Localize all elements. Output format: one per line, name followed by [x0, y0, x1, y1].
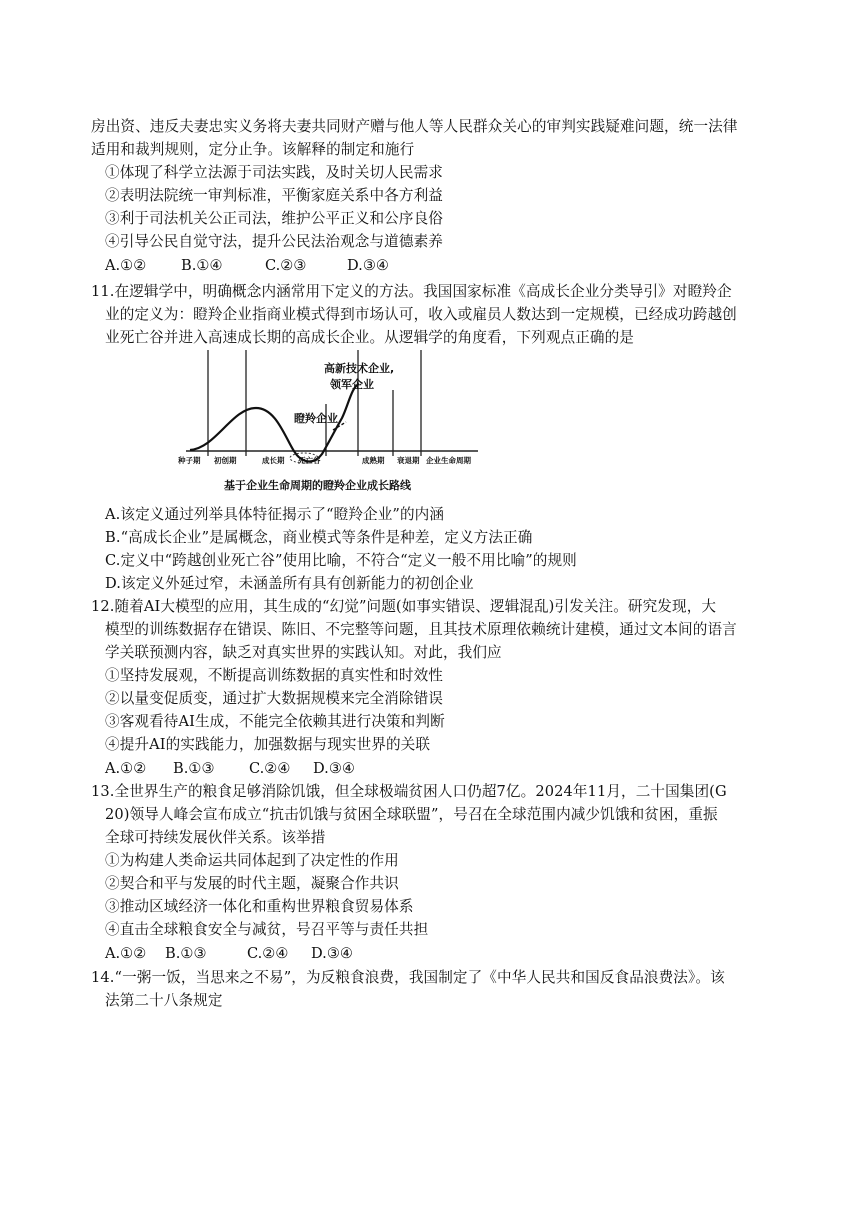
option-b[interactable]: B.①④ — [181, 257, 223, 274]
stage-label: 初创期 — [214, 456, 237, 465]
q14-stem-line: 法第二十八条规定 — [105, 992, 223, 1009]
option-a[interactable]: A.①② — [105, 257, 147, 274]
stage-label: 衰退期 — [397, 456, 420, 465]
q11-choice[interactable]: B.“高成长企业”是属概念，商业模式等条件是种差，定义方法正确 — [105, 529, 533, 546]
q11-choice[interactable]: A.该定义通过列举具体特征揭示了“瞪羚企业”的内涵 — [105, 506, 445, 523]
q10-statement: ④引导公民自觉守法，提升公民法治观念与道德素养 — [105, 233, 443, 250]
q12-stem-line: 12.随着AI大模型的应用，其生成的“幻觉”问题(如事实错误、逻辑混乱)引发关注。研究发现，大 — [91, 598, 717, 615]
q10-options — [105, 256, 389, 276]
q12-statement: ①坚持发展观，不断提高训练数据的真实性和时效性 — [105, 667, 443, 684]
option-d[interactable]: D.③④ — [313, 760, 355, 777]
stage-label: 企业生命周期 — [426, 456, 471, 465]
option-d[interactable]: D.③④ — [311, 945, 353, 962]
q12-statement: ④提升AI的实践能力，加强数据与现实世界的关联 — [105, 736, 431, 753]
option-c[interactable]: C.②④ — [249, 760, 291, 777]
label-gazelle: 瞪羚企业 — [294, 412, 338, 425]
option-a[interactable]: A.①② — [105, 760, 147, 777]
q11-stem-line: 业的定义为：瞪羚企业指商业模式得到市场认可，收入或雇员人数达到一定规模，已经成功跨越创 — [105, 306, 737, 323]
stage-label: 成长期 — [262, 456, 285, 465]
option-b[interactable]: B.①③ — [173, 760, 215, 777]
label-high-tech: 高新技术企业, — [324, 362, 395, 375]
q12-stem-line: 学关联预测内容，缺乏对真实世界的实践认知。对此，我们应 — [105, 644, 502, 661]
label-leader: 领军企业 — [330, 378, 374, 391]
option-a[interactable]: A.①② — [105, 945, 147, 962]
q12-stem-line: 模型的训练数据存在错误、陈旧、不完整等问题，且其技术原理依赖统计建模，通过文本间的语言 — [105, 621, 737, 638]
stage-label: 死亡谷 — [298, 456, 321, 465]
q11-stem-line: 业死亡谷并进入高速成长期的高成长企业。从逻辑学的角度看，下列观点正确的是 — [105, 329, 634, 346]
option-b[interactable]: B.①③ — [165, 945, 207, 962]
stage-label: 种子期 — [178, 456, 201, 465]
q13-statement: ④直击全球粮食安全与减贫，号召平等与责任共担 — [105, 921, 429, 938]
q14-stem-line: 14.“一粥一饭，当思来之不易”，为反粮食浪费，我国制定了《中华人民共和国反食品浪费法》。该 — [91, 969, 725, 986]
figure-caption: 基于企业生命周期的瞪羚企业成长路线 — [224, 479, 411, 492]
q12-options — [105, 759, 355, 779]
q10-stem-line: 房出资、违反夫妻忠实义务将夫妻共同财产赠与他人等人民群众关心的审判实践疑难问题，统一法律 — [91, 118, 738, 135]
q12-statement: ②以量变促质变，通过扩大数据规模来完全消除错误 — [105, 690, 443, 707]
q10-statement: ③利于司法机关公正司法，维护公平正义和公序良俗 — [105, 210, 443, 227]
option-c[interactable]: C.②④ — [247, 945, 289, 962]
q11-choice[interactable]: D.该定义外延过窄，未涵盖所有具有创新能力的初创企业 — [105, 575, 474, 592]
q13-statement: ③推动区域经济一体化和重构世界粮食贸易体系 — [105, 898, 414, 915]
q11-stem-line: 11.在逻辑学中，明确概念内涵常用下定义的方法。我国国家标准《高成长企业分类导引》对瞪羚企 — [91, 283, 732, 300]
option-c[interactable]: C.②③ — [265, 257, 307, 274]
q10-statement: ①体现了科学立法源于司法实践，及时关切人民需求 — [105, 164, 443, 181]
q13-options — [105, 944, 353, 964]
q13-statement: ②契合和平与发展的时代主题，凝聚合作共识 — [105, 875, 399, 892]
q10-statement: ②表明法院统一审判标准，平衡家庭关系中各方利益 — [105, 187, 443, 204]
option-d[interactable]: D.③④ — [347, 257, 389, 274]
q13-stem-line: 13.全世界生产的粮食足够消除饥饿，但全球极端贫困人口仍超7亿。2024年11月，二十国集团(G — [91, 783, 727, 800]
q13-stem-line: 全球可持续发展伙伴关系。该举措 — [105, 829, 326, 846]
q11-choice[interactable]: C.定义中“跨越创业死亡谷”使用比喻，不符合“定义一般不用比喻”的规则 — [105, 552, 577, 569]
q13-statement: ①为构建人类命运共同体起到了决定性的作用 — [105, 852, 399, 869]
q13-stem-line: 20)领导人峰会宣布成立“抗击饥饿与贫困全球联盟”，号召在全球范围内减少饥饿和贫困，重振 — [105, 806, 718, 823]
stage-label: 成熟期 — [362, 456, 385, 465]
gazelle-growth-figure — [176, 346, 486, 496]
q10-stem-line: 适用和裁判规则，定分止争。该解释的制定和施行 — [91, 141, 415, 158]
q12-statement: ③客观看待AI生成，不能完全依赖其进行决策和判断 — [105, 713, 445, 730]
